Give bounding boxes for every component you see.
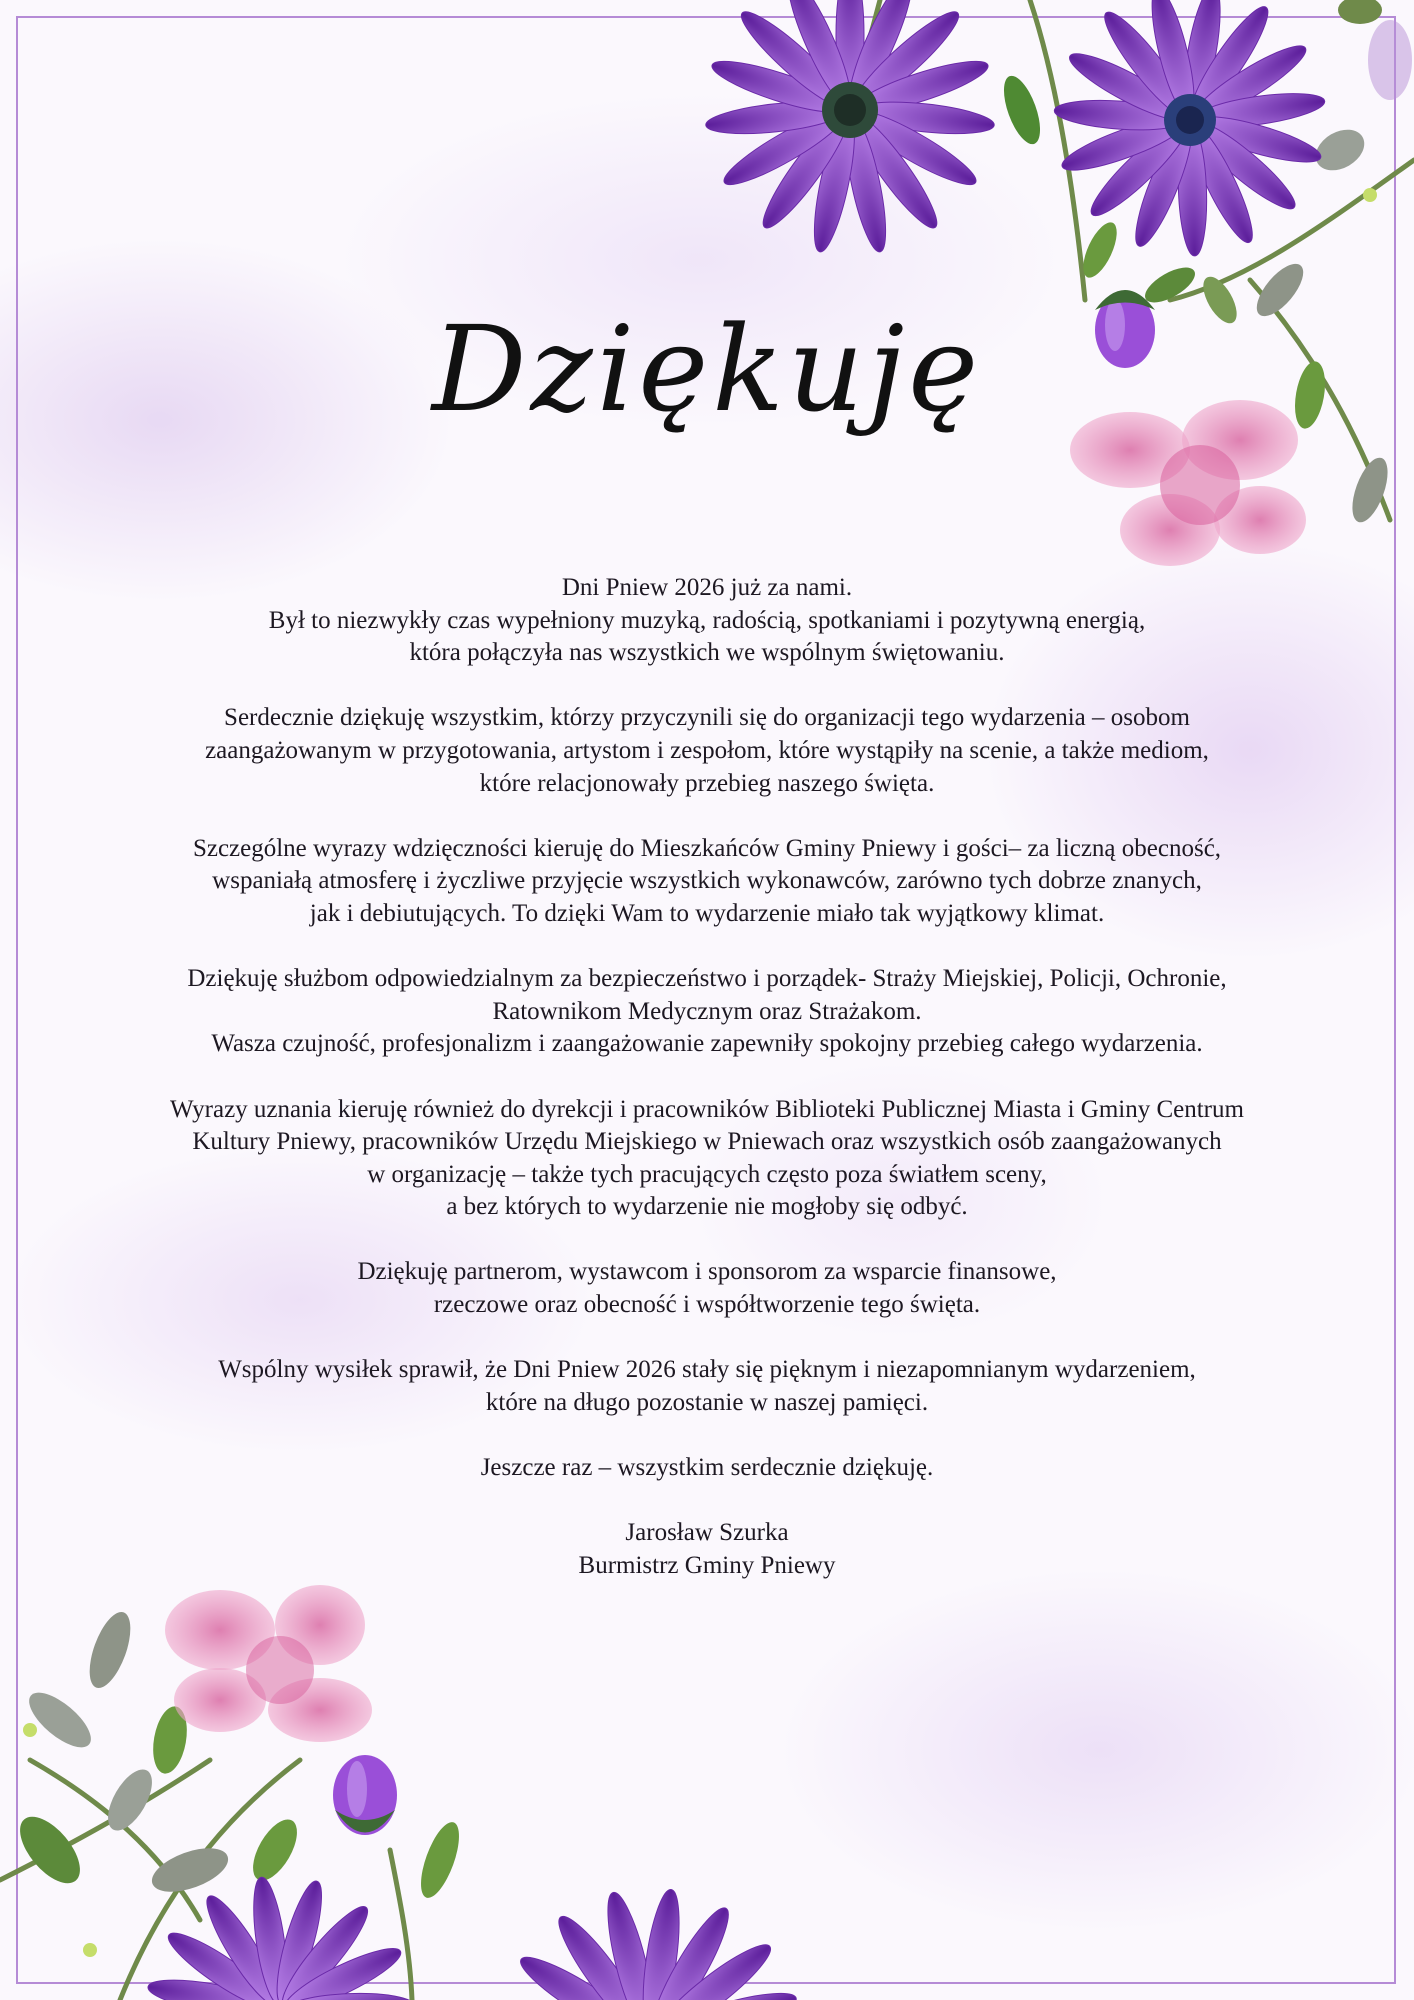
- text-line: Szczególne wyrazy wdzięczności kieruję do Mieszkańców Gminy Pniewy i gości– za liczną obecność,: [192, 834, 1222, 862]
- text-line: Dziękuję służbom odpowiedzialnym za bezpieczeństwo i porządek- Straży Miejskiej, Policji, Ochronie,: [187, 965, 1227, 993]
- signature-role: Burmistrz Gminy Pniewy: [578, 1551, 836, 1579]
- text-line: w organizację – także tych pracujących często poza światłem sceny,: [367, 1160, 1047, 1188]
- flower-bud-icon: [333, 1755, 397, 1835]
- paragraph: [0, 1354, 1414, 1419]
- paragraph: [0, 963, 1414, 1061]
- text-line: które relacjonowały przebieg naszego święta.: [479, 769, 935, 797]
- signature-block: [0, 1517, 1414, 1582]
- text-line: Ratownikom Medycznym oraz Strażakom.: [492, 997, 922, 1025]
- purple-daisy-icon: [704, 0, 995, 255]
- letter-body: [0, 572, 1414, 1615]
- text-line: które na długo pozostanie w naszej pamięci.: [485, 1388, 929, 1416]
- purple-daisy-icon: [498, 1887, 801, 2000]
- purple-daisy-icon: [1053, 0, 1326, 256]
- text-line: Serdecznie dziękuję wszystkim, którzy przyczynili się do organizacji tego wydarzenia – osobom: [224, 704, 1190, 732]
- paragraph: [0, 1094, 1414, 1224]
- paragraph: [0, 1452, 1414, 1485]
- text-line: Był to niezwykły czas wypełniony muzyką, radością, spotkaniami i pozytywną energią,: [268, 606, 1146, 634]
- text-line: Wasza czujność, profesjonalizm i zaangażowanie zapewniły spokojny przebieg całego wydarzenia.: [211, 1030, 1203, 1058]
- paragraph: [0, 572, 1414, 670]
- text-line: rzeczowe oraz obecność i współtworzenie tego święta.: [433, 1291, 981, 1319]
- text-line: Dziękuję partnerom, wystawcom i sponsorom za wsparcie finansowe,: [357, 1258, 1057, 1286]
- paragraph: [0, 1256, 1414, 1321]
- text-line: wspaniałą atmosferę i życzliwe przyjęcie wszystkich wykonawców, zarówno tych dobrze znanych,: [212, 867, 1202, 895]
- text-line: Kultury Pniewy, pracowników Urzędu Miejskiego w Pniewach oraz wszystkich osób zaangażowanych: [192, 1128, 1222, 1156]
- text-line: Wyrazy uznania kieruję również do dyrekcji i pracowników Biblioteki Publicznej Miasta i Gminy Centrum: [170, 1095, 1244, 1123]
- text-line: Dni Pniew 2026 już za nami.: [561, 574, 853, 601]
- text-line: która połączyła nas wszystkich we wspólnym świętowaniu.: [409, 639, 1005, 667]
- text-line: Jeszcze raz – wszystkim serdecznie dziękuję.: [480, 1454, 934, 1482]
- text-line: jak i debiutujących. To dzięki Wam to wydarzenie miało tak wyjątkowy klimat.: [309, 899, 1105, 927]
- signature-name: Jarosław Szurka: [625, 1519, 789, 1547]
- text-line: a bez których to wydarzenie nie mogłoby się odbyć.: [446, 1193, 968, 1221]
- paragraph: [0, 702, 1414, 800]
- text-line: zaangażowanym w przygotowania, artystom i zespołom, które wystąpiły na scenie, a także mediom,: [205, 736, 1209, 764]
- page-title: Dziękuję: [431, 300, 983, 438]
- text-line: Wspólny wysiłek sprawił, że Dni Pniew 2026 stały się pięknym i niezapomnianym wydarzeniem,: [218, 1356, 1196, 1384]
- paragraph: [0, 833, 1414, 931]
